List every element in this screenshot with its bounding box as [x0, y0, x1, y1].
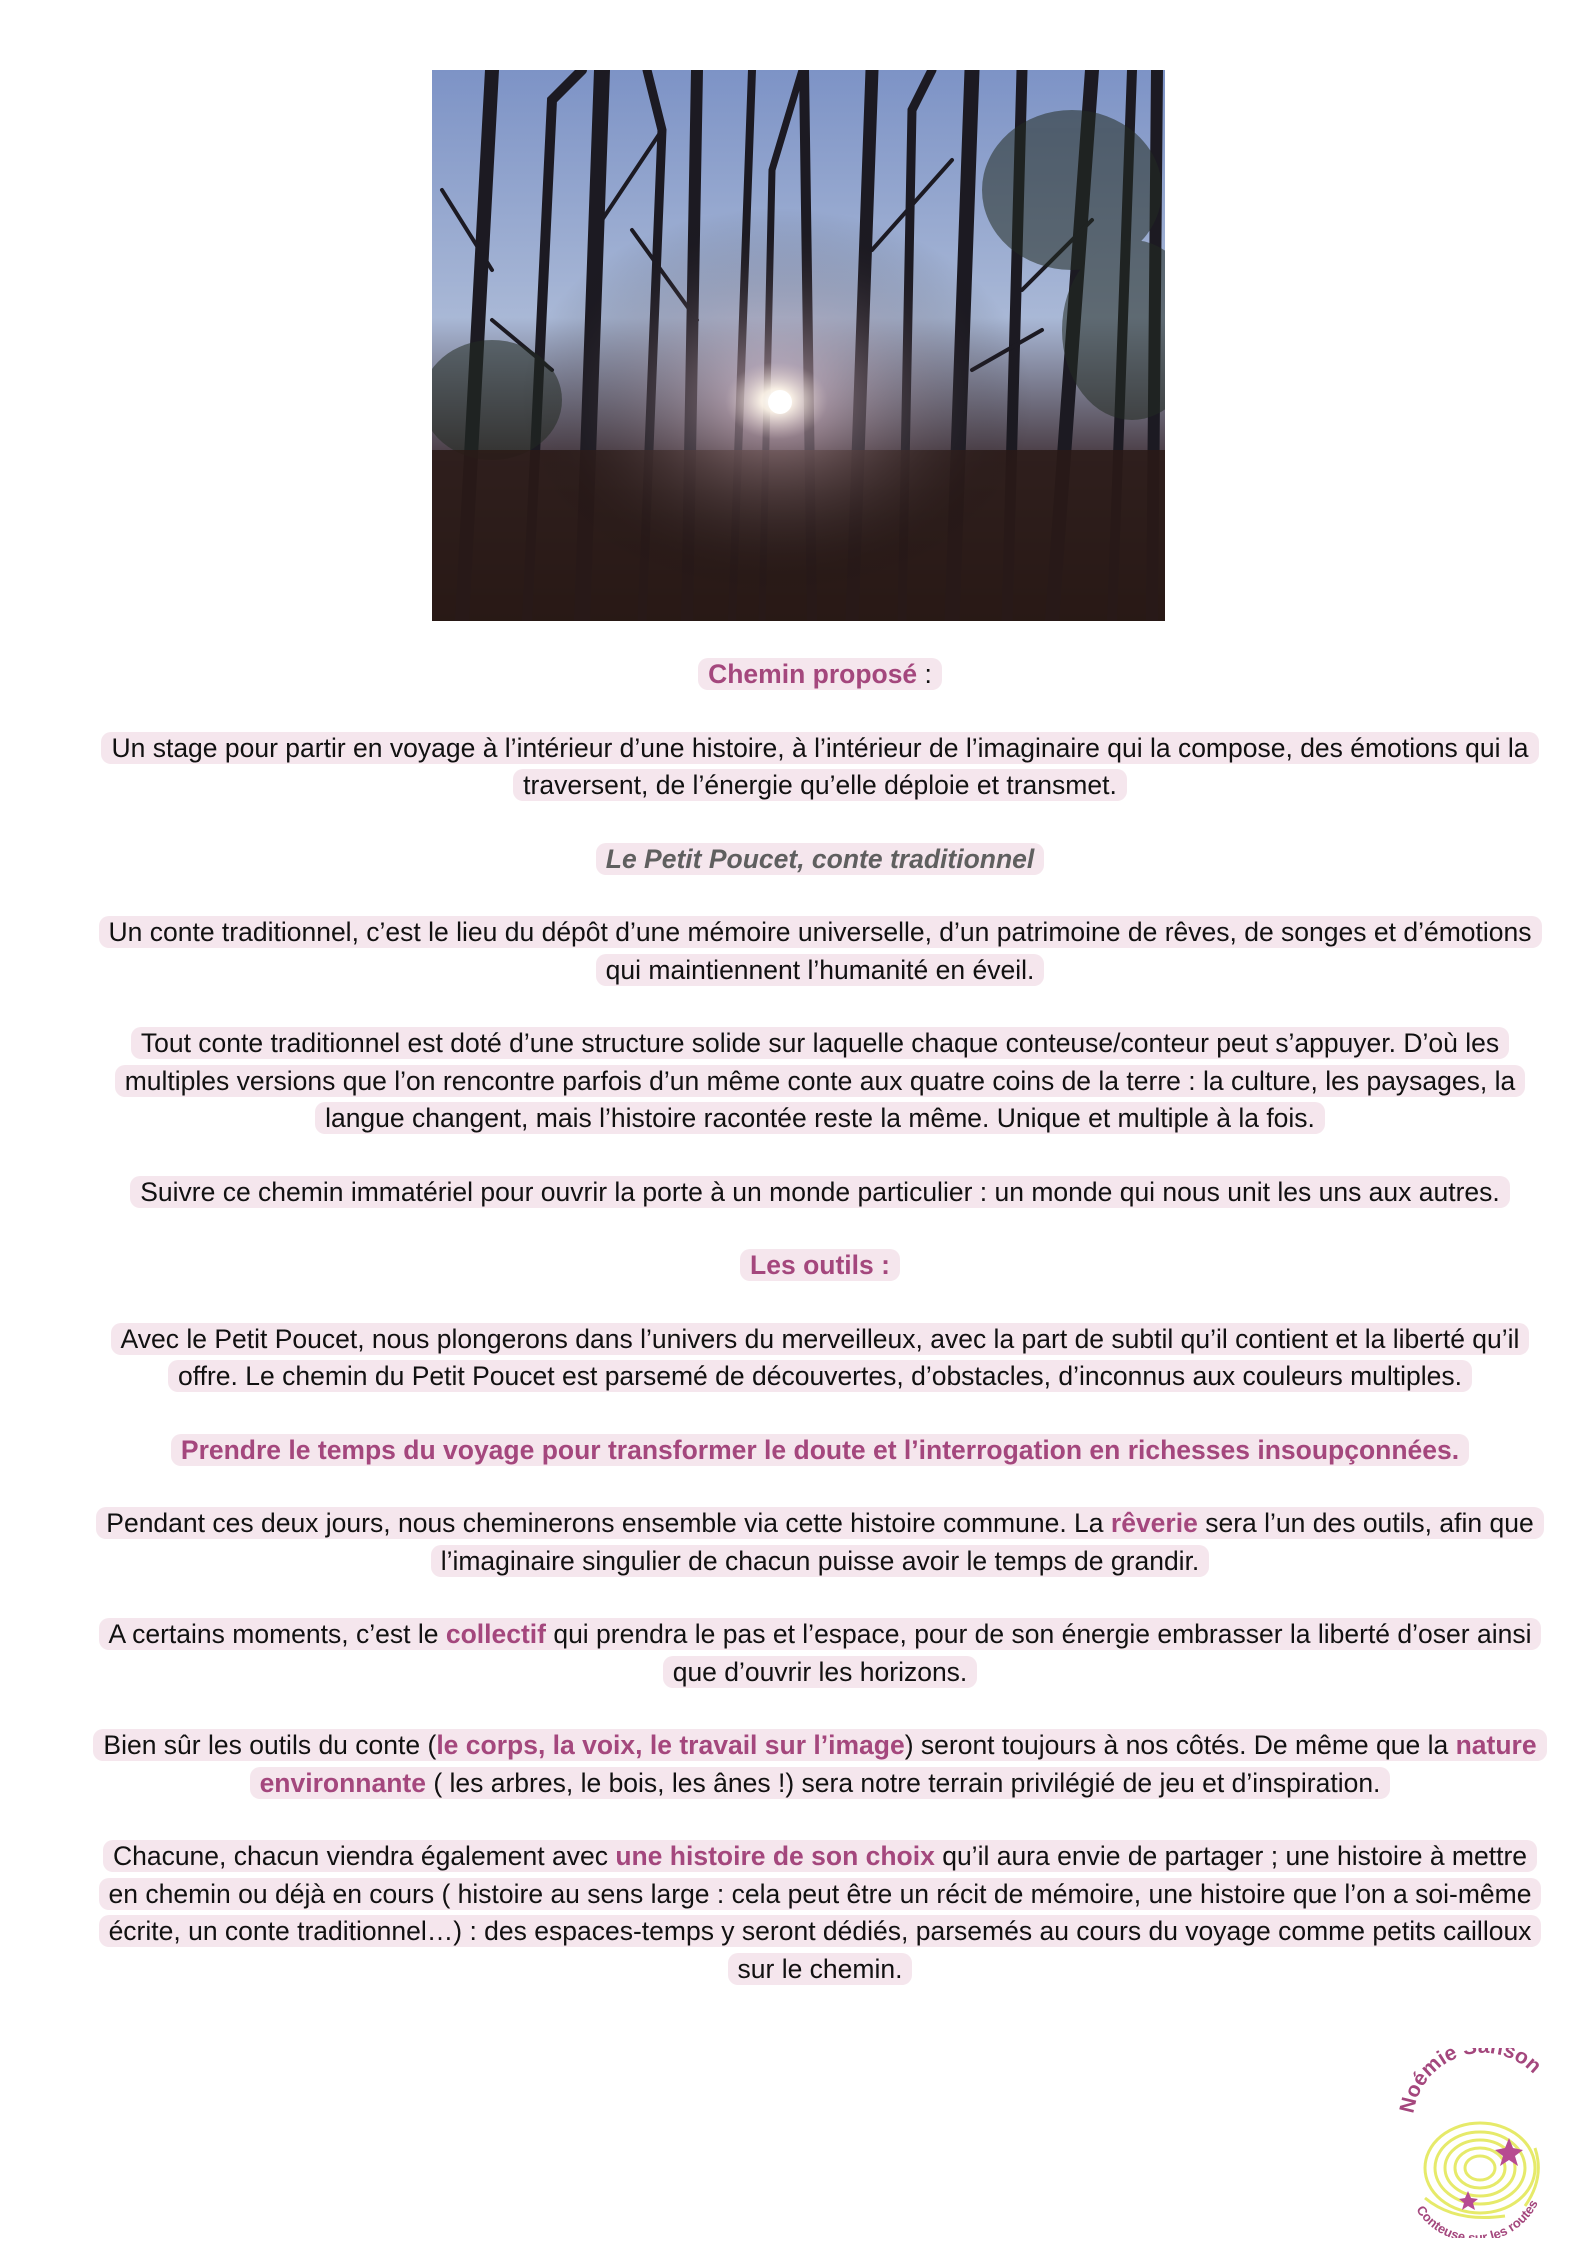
paragraph-5-text: Prendre le temps du voyage pour transformer le doute et l’interrogation en richesses insoupçonnées.	[171, 1434, 1469, 1466]
fingerprint-logo-icon	[1385, 2048, 1575, 2238]
document-body	[90, 656, 1550, 2024]
paragraph-3	[90, 1174, 1550, 1212]
paragraph-6-a: Pendant ces deux jours, nous cheminerons ensemble via cette histoire commune. La	[106, 1508, 1111, 1538]
paragraph-2-text: Tout conte traditionnel est doté d’une structure solide sur laquelle chaque conteuse/conteur peut s’appuyer. D’où les multiples versions que l’on rencontre parfois d’un même conte aux quatre coins de la terre : la culture, les paysages, la langue changent, mais l’histoire racontée reste la même. Unique et multiple à la fois.	[115, 1027, 1526, 1134]
paragraph-3-text: Suivre ce chemin immatériel pour ouvrir la porte à un monde particulier : un monde qui nous unit les uns aux autres.	[130, 1176, 1510, 1208]
paragraph-7-highlight: collectif	[445, 1619, 546, 1649]
paragraph-7-c: qui prendra le pas et l’espace, pour de son énergie embrasser la liberté d’oser ainsi que d’ouvrir les horizons.	[545, 1619, 1532, 1687]
paragraph-4	[90, 1321, 1550, 1396]
paragraph-9-c: qu’il aura envie de partager ; une histoire à mettre en chemin ou déjà en cours ( histoire au sens large : cela peut être un récit de mémoire, une histoire que l’on a soi-même écrite, un conte traditionnel…) : des espaces-temps y seront dédiés, parsemés au cours du voyage comme petits cailloux sur le chemin.	[108, 1841, 1532, 1984]
paragraph-8-highlight-2: nature environnante	[259, 1730, 1537, 1798]
paragraph-8	[90, 1727, 1550, 1802]
chemin-title: Chemin proposé	[708, 659, 918, 689]
paragraph-7-a: A certains moments, c’est le	[108, 1619, 446, 1649]
paragraph-7	[90, 1616, 1550, 1691]
paragraph-6	[90, 1505, 1550, 1580]
paragraph-9	[90, 1838, 1550, 1988]
logo-tagline: Conteuse sur les routes	[1413, 2197, 1541, 2238]
paragraph-2	[90, 1025, 1550, 1138]
paragraph-6-highlight: rêverie	[1110, 1508, 1198, 1538]
outils-title: Les outils :	[740, 1249, 900, 1281]
svg-text:Noémie Sanson	[1395, 2048, 1545, 2115]
paragraph-6-c: sera l’un des outils, afin que l’imaginaire singulier de chacun puisse avoir le temps de grandir.	[440, 1508, 1534, 1576]
paragraph-9-a: Chacune, chacun viendra également avec	[112, 1841, 616, 1871]
paragraph-5	[90, 1432, 1550, 1470]
intro-text: Un stage pour partir en voyage à l’intérieur d’une histoire, à l’intérieur de l’imaginaire qui la compose, des émotions qui la traversent, de l’énergie qu’elle déploie et transmet.	[101, 732, 1538, 802]
paragraph-9-highlight: une histoire de son choix	[615, 1841, 935, 1871]
tale-title: Le Petit Poucet, conte traditionnel	[596, 843, 1044, 875]
paragraph-8-e: ( les arbres, le bois, les ânes !) sera notre terrain privilégié de jeu et d’inspiration.	[425, 1767, 1381, 1798]
paragraph-4-text: Avec le Petit Poucet, nous plongerons dans l’univers du merveilleux, avec la part de subtil qu’il contient et la liberté qu’il offre. Le chemin du Petit Poucet est parsemé de découvertes, d’obstacles, d’inconnus aux couleurs multiples.	[111, 1323, 1530, 1393]
intro-paragraph	[90, 730, 1550, 805]
paragraph-1	[90, 914, 1550, 989]
section-chemin-title	[90, 656, 1550, 694]
chemin-colon: :	[917, 659, 932, 689]
paragraph-8-highlight-1: le corps, la voix, le travail sur l’image	[436, 1730, 905, 1760]
logo-name: Noémie son	[1395, 2048, 1546, 2116]
paragraph-8-c: ) seront toujours à nos côtés. De même que la	[904, 1730, 1456, 1760]
forest-sun-photo	[432, 70, 1165, 621]
section-tale-title	[90, 841, 1550, 879]
paragraph-1-text: Un conte traditionnel, c’est le lieu du dépôt d’une mémoire universelle, d’un patrimoine de rêves, de songes et d’émotions qui maintiennent l’humanité en éveil.	[99, 916, 1542, 986]
section-outils-title	[90, 1247, 1550, 1285]
paragraph-8-a: Bien sûr les outils du conte (	[103, 1730, 437, 1760]
